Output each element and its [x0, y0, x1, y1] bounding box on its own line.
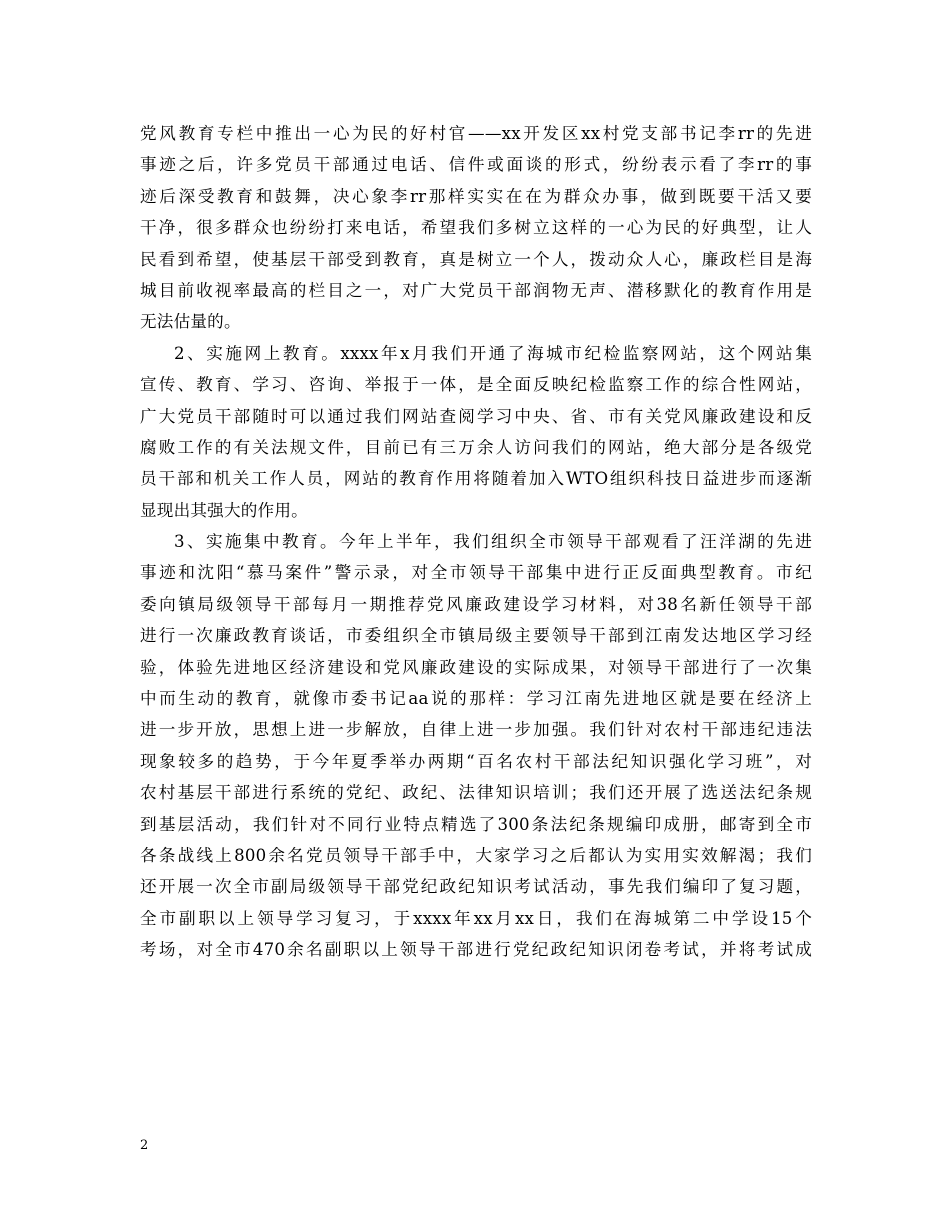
text-line: 城目前收视率最高的栏目之一，对广大党员干部润物无声、潜移默化的教育作用是: [140, 280, 812, 300]
text-line: 各条战线上800余名党员领导干部手中，大家学习之后都认为实用实效解渴；我们: [140, 845, 812, 865]
body-text: [140, 118, 812, 966]
text-line: 迹后深受教育和鼓舞，决心象李rr那样实实在在为群众办事，做到既要干活又要: [140, 186, 812, 206]
text-line: 民看到希望，使基层干部受到教育，真是树立一个人，拨动众人心，廉政栏目是海: [140, 249, 812, 269]
paragraph-start-line: 3、实施集中教育。今年上半年，我们组织全市领导干部观看了汪洋湖的先进: [174, 532, 812, 552]
text-line: 干净，很多群众也纷纷打来电话，希望我们多树立这样的一心为民的好典型，让人: [140, 218, 812, 238]
page-number: 2: [140, 1138, 149, 1153]
text-line: 全市副职以上领导学习复习，于xxxx年xx月xx日，我们在海城第二中学设15个: [140, 908, 812, 928]
text-line: 广大党员干部随时可以通过我们网站查阅学习中央、省、市有关党风廉政建设和反: [140, 406, 812, 426]
text-line: 还开展一次全市副局级领导干部党纪政纪知识考试活动，事先我们编印了复习题，: [140, 877, 812, 897]
text-line: 党风教育专栏中推出一心为民的好村官——xx开发区xx村党支部书记李rr的先进: [140, 124, 812, 143]
text-line: 进行一次廉政教育谈话，市委组织全市镇局级主要领导干部到江南发达地区学习经: [140, 626, 812, 646]
text-line: 宣传、教育、学习、咨询、举报于一体，是全面反映纪检监察工作的综合性网站，: [140, 375, 812, 395]
text-line: 员干部和机关工作人员，网站的教育作用将随着加入WTO组织科技日益进步而逐渐: [140, 469, 812, 489]
text-line: 现象较多的趋势，于今年夏季举办两期“百名农村干部法纪知识强化学习班”，对: [140, 751, 812, 771]
text-line: 验，体验先进地区经济建设和党风廉政建设的实际成果，对领导干部进行了一次集: [140, 657, 812, 677]
text-line: 委向镇局级领导干部每月一期推荐党风廉政建设学习材料，对38名新任领导干部: [140, 594, 812, 614]
text-line: 显现出其强大的作用。: [140, 500, 308, 520]
text-line: 进一步开放，思想上进一步解放，自律上进一步加强。我们针对农村干部违纪违法: [140, 720, 812, 740]
text-line: 事迹之后，许多党员干部通过电话、信件或面谈的形式，纷纷表示看了李rr的事: [140, 155, 812, 175]
text-line: 考场，对全市470余名副职以上领导干部进行党纪政纪知识闭卷考试，并将考试成: [140, 940, 812, 960]
text-line: 农村基层干部进行系统的党纪、政纪、法律知识培训；我们还开展了选送法纪条规: [140, 783, 812, 803]
text-line: 事迹和沈阳“慕马案件”警示录，对全市领导干部集中进行正反面典型教育。市纪: [140, 563, 812, 583]
text-line: 中而生动的教育，就像市委书记aa说的那样：学习江南先进地区就是要在经济上: [140, 689, 812, 709]
paragraph-start-line: 2、实施网上教育。xxxx年x月我们开通了海城市纪检监察网站，这个网站集: [174, 343, 812, 363]
text-line: 到基层活动，我们针对不同行业特点精选了300条法纪条规编印成册，邮寄到全市: [140, 814, 812, 834]
text-line: 腐败工作的有关法规文件，目前已有三万余人访问我们的网站，绝大部分是各级党: [140, 437, 812, 457]
text-line: 无法估量的。: [140, 312, 241, 332]
